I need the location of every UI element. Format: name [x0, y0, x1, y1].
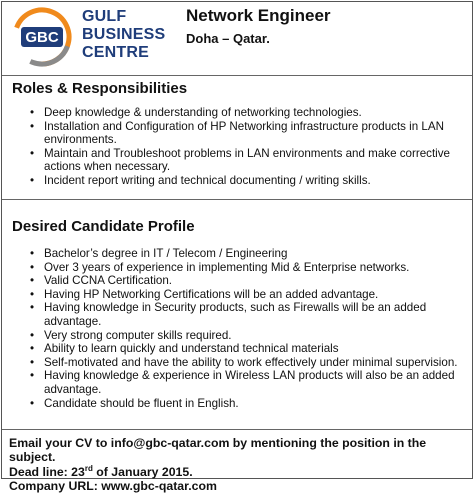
profile-list	[30, 247, 460, 410]
company-name	[82, 8, 165, 62]
profile-heading: Desired Candidate Profile	[12, 218, 195, 235]
email-line: Email your CV to info@gbc-qatar.com by mentioning the position in the subject.	[9, 436, 427, 465]
list-item: • Having HP Networking Certifications will be an added advantage.	[30, 288, 460, 302]
company-name-line: CENTRE	[82, 44, 149, 61]
deadline-line	[9, 465, 472, 479]
list-item: • Bachelor’s degree in IT / Telecom / Engineering	[30, 247, 460, 261]
divider	[2, 75, 472, 76]
divider	[2, 429, 472, 430]
gbc-logo	[12, 7, 72, 67]
company-name-line: GULF	[82, 8, 127, 25]
divider	[2, 199, 472, 200]
roles-heading: Roles & Responsibilities	[12, 80, 188, 97]
logo-text: GBC	[25, 29, 59, 46]
deadline-prefix: Dead line: 23	[9, 464, 85, 479]
job-title: Network Engineer	[186, 6, 331, 25]
company-name-line: BUSINESS	[82, 26, 166, 43]
company-url-line: Company URL: www.gbc-qatar.com	[9, 478, 217, 493]
job-posting	[1, 1, 473, 493]
list-item: • Maintain and Troubleshoot problems in LAN environments and make corrective actions when necessary.	[30, 147, 460, 174]
list-item: • Very strong computer skills required.	[30, 329, 460, 343]
list-item: • Ability to learn quickly and understand technical materials	[30, 342, 460, 356]
list-item: • Having knowledge & experience in Wireless LAN products will also be an added advantage.	[30, 369, 460, 396]
list-item: • Incident report writing and technical documenting / writing skills.	[30, 174, 460, 188]
roles-list	[30, 106, 460, 188]
list-item: • Having knowledge in Security products, such as Firewalls will be an added advantage.	[30, 301, 460, 328]
list-item: • Deep knowledge & understanding of networking technologies.	[30, 106, 460, 120]
job-location: Doha – Qatar.	[186, 31, 270, 46]
list-item: • Candidate should be fluent in English.	[30, 397, 460, 411]
header	[2, 2, 472, 75]
list-item: • Valid CCNA Certification.	[30, 274, 460, 288]
list-item: • Self-motivated and have the ability to work effectively under minimal supervision.	[30, 356, 460, 370]
contact-info	[9, 436, 472, 493]
deadline-suffix: rd	[84, 463, 93, 473]
list-item: • Installation and Configuration of HP Networking infrastructure products in LAN environments.	[30, 120, 460, 147]
deadline-rest: of January 2015.	[92, 464, 193, 479]
list-item: • Over 3 years of experience in implementing Mid & Enterprise networks.	[30, 261, 460, 275]
